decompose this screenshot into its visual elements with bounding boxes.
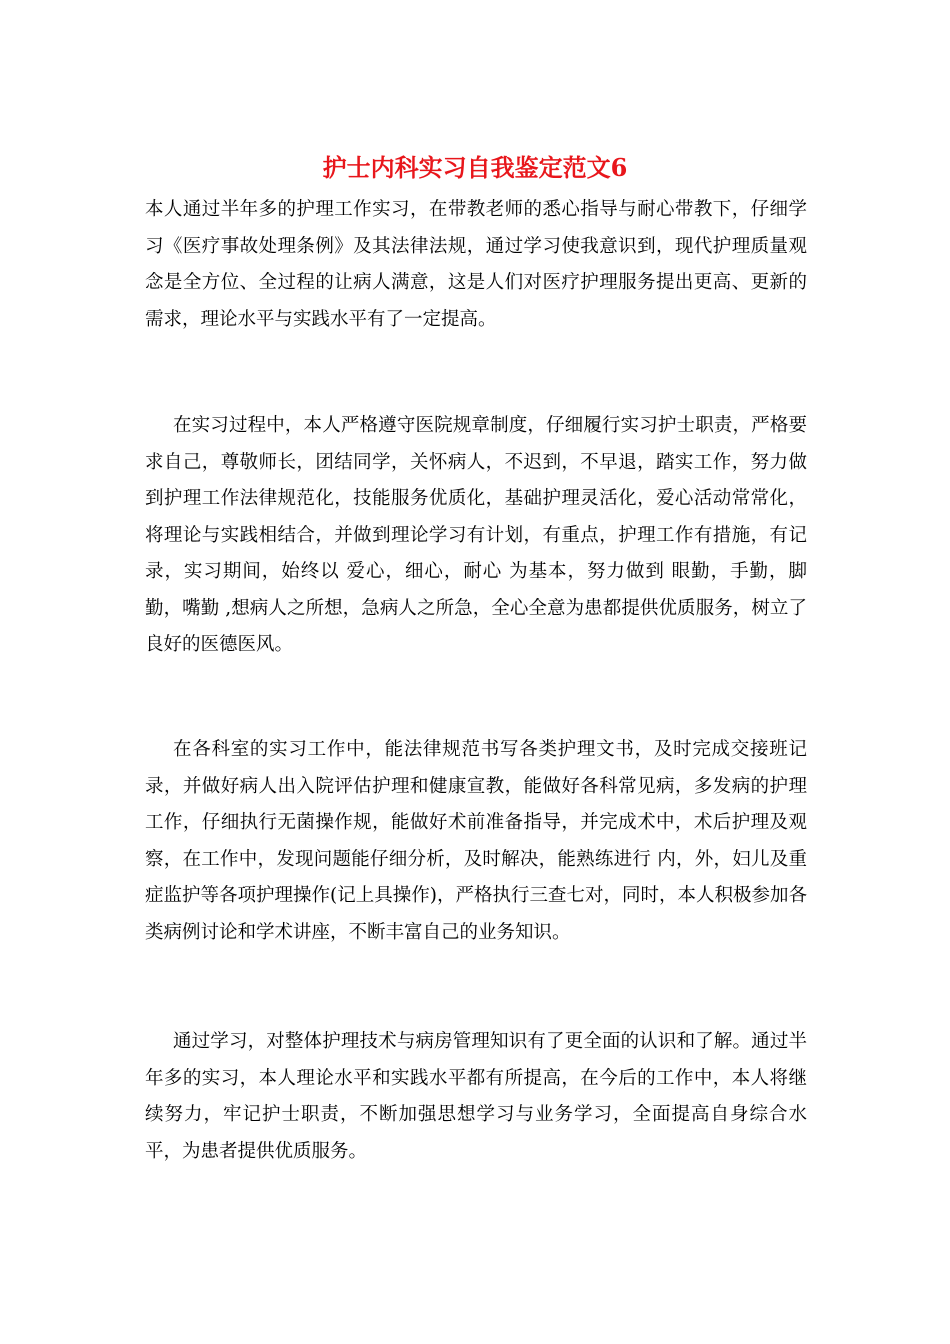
paragraph-4: 通过学习，对整体护理技术与病房管理知识有了更全面的认识和了解。通过半年多的实习，本人理论水平和实践水平都有所提高，在今后的工作中，本人将继续努力，牢记护士职责，不断加强思想学习与业务学习，全面提高自身综合水平，为患者提供优质服务。 bbox=[145, 1031, 807, 1162]
paragraph-1: 本人通过半年多的护理工作实习，在带教老师的悉心指导与耐心带教下，仔细学习《医疗事故处理条例》及其法律法规，通过学习使我意识到，现代护理质量观念是全方位、全过程的让病人满意，这是人们对医疗护理服务提出更高、更新的需求，理论水平与实践水平有了一定提高。 bbox=[145, 199, 807, 330]
document-title: 护士内科实习自我鉴定范文6 bbox=[322, 153, 628, 182]
paragraph-3: 在各科室的实习工作中，能法律规范书写各类护理文书，及时完成交接班记录，并做好病人出入院评估护理和健康宣教，能做好各科常见病，多发病的护理工作，仔细执行无菌操作规，能做好术前准备指导，并完成术中，术后护理及观察，在工作中，发现问题能仔细分析，及时解决，能熟练进行 内，外，妇儿及重症监护等各项护理操作(记上具操作)，严格执行三查七对，同时，本人积极参加各类病例讨论和学术讲座，不断丰富自己的业务知识。 bbox=[145, 739, 807, 943]
paragraph-2: 在实习过程中，本人严格遵守医院规章制度，仔细履行实习护士职责，严格要求自己，尊敬师长，团结同学，关怀病人，不迟到，不早退，踏实工作，努力做到护理工作法律规范化，技能服务优质化，基础护理灵活化，爱心活动常常化，将理论与实践相结合，并做到理论学习有计划，有重点，护理工作有措施，有记录，实习期间，始终以 爱心，细心，耐心 为基本，努力做到 眼勤，手勤，脚勤，嘴勤 ,想病人之所想，急病人之所急，全心全意为患都提供优质服务，树立了良好的医德医风。 bbox=[145, 415, 807, 655]
